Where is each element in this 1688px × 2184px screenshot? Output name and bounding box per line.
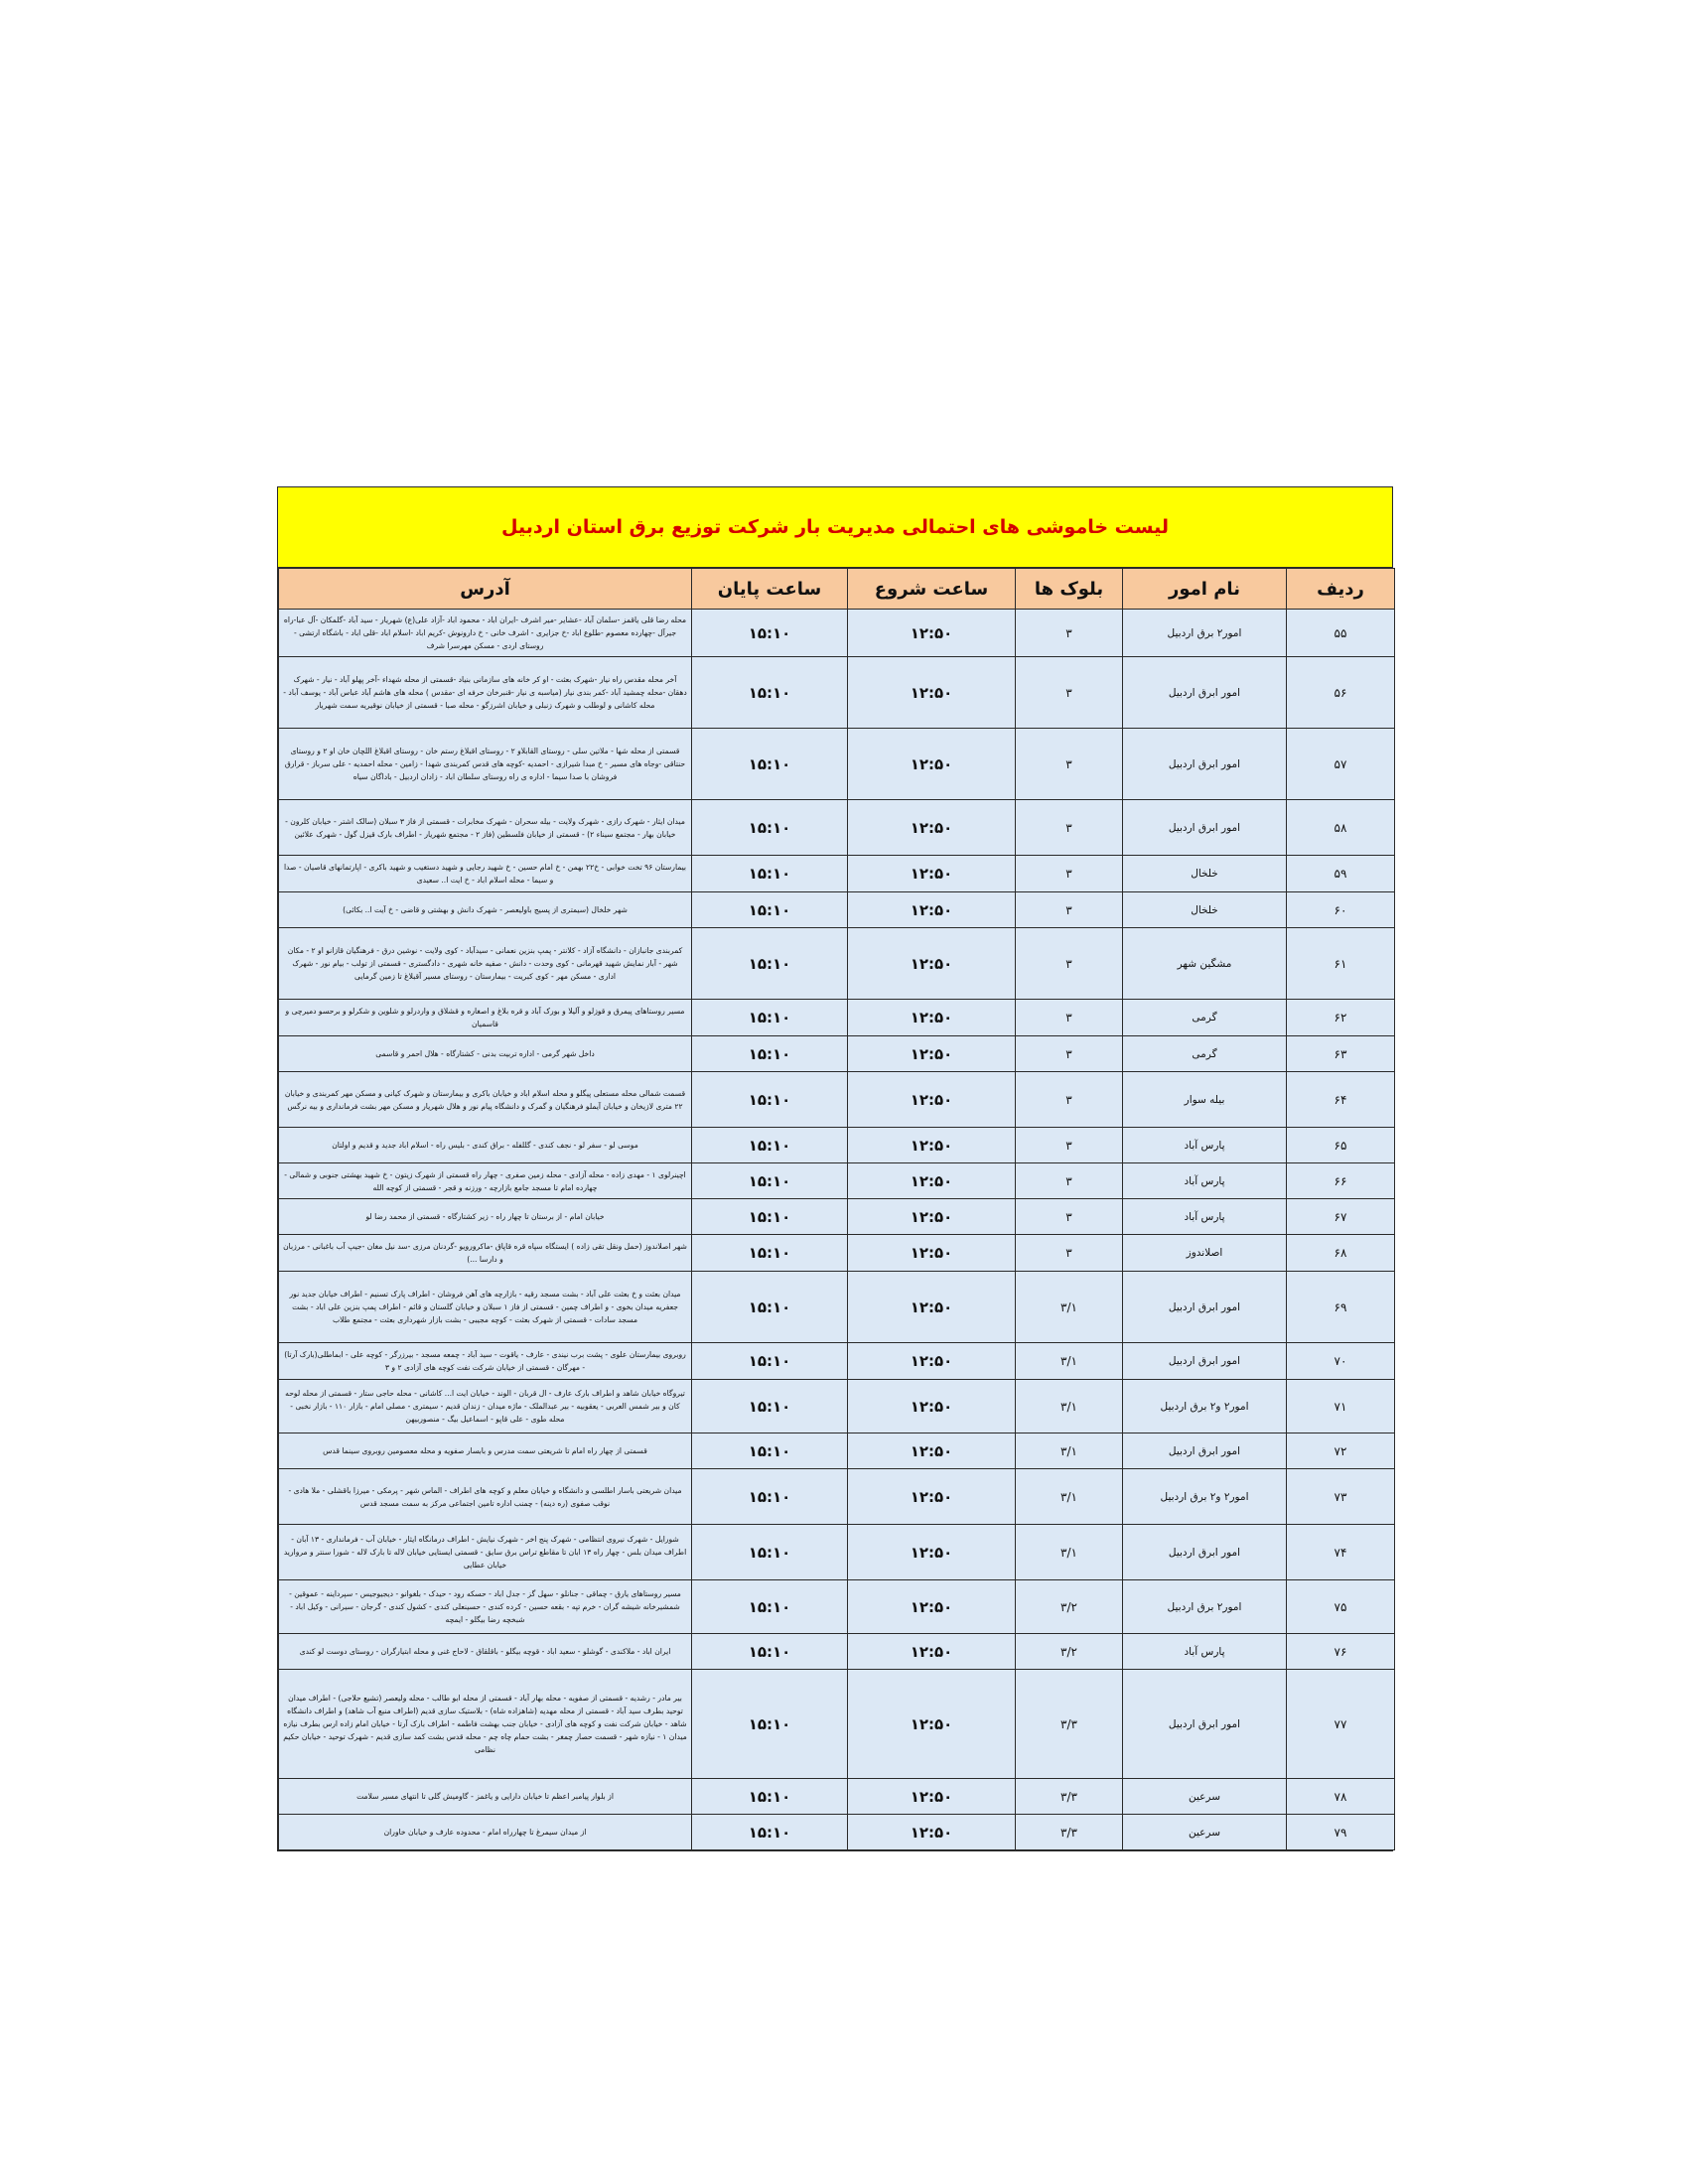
block-cell: ۳ [1016,800,1123,856]
table-row [279,1235,1395,1272]
table-row [279,1380,1395,1433]
row-number-cell: ۷۱ [1287,1380,1395,1433]
address-cell: شهر خلخال (سیمتری از پسیج باولیعصر - شهرک دانش و بهشتی و قاضی - خ آیت ا.. بکائی) [279,892,692,928]
table-row [279,1525,1395,1580]
row-number-cell: ۷۷ [1287,1670,1395,1779]
block-cell: ۳ [1016,1163,1123,1199]
end-time-cell: ۱۵:۱۰ [692,1525,848,1580]
table-row [279,657,1395,729]
start-time-cell: ۱۲:۵۰ [848,610,1016,657]
address-cell: شهر اصلاندوز (حمل ونقل تقی زاده ) ایستگاه سپاه قره قاپاق -ماکرورویو -گردنان مرزی -سد نیل مغان -جیپ آب باغبانی - مرزبان و دارسا ...) [279,1235,692,1272]
address-cell: ایران اباد - ملاکندی - گوشلو - سعید اباد - قوچه بیگلو - باقلقاق - لاحاج غنی و محله ابتیارگران - روستای دوست لو کندی [279,1634,692,1670]
row-number-cell: ۷۹ [1287,1815,1395,1850]
end-time-cell: ۱۵:۱۰ [692,1343,848,1380]
block-cell: ۳/۳ [1016,1815,1123,1850]
start-time-cell: ۱۲:۵۰ [848,1580,1016,1634]
end-time-cell: ۱۵:۱۰ [692,1199,848,1235]
address-cell: داخل شهر گرمی - اداره تربیت بدنی - کشتارگاه - هلال احمر و قاسمی [279,1036,692,1072]
block-cell: ۳/۱ [1016,1469,1123,1525]
area-name-cell: امور ابرق اردبیل [1123,1670,1287,1779]
area-name-cell: پارس آباد [1123,1634,1287,1670]
area-name-cell: سرعین [1123,1815,1287,1850]
table-row [279,1634,1395,1670]
block-cell: ۳ [1016,610,1123,657]
start-time-cell: ۱۲:۵۰ [848,1128,1016,1163]
end-time-cell: ۱۵:۱۰ [692,1128,848,1163]
start-time-cell: ۱۲:۵۰ [848,1235,1016,1272]
start-time-cell: ۱۲:۵۰ [848,1469,1016,1525]
row-number-cell: ۶۰ [1287,892,1395,928]
address-cell: آخر محله مقدس راه نیار -شهرک بعثت - او کر خانه های سازمانی بنیاد -قسمتی از محله شهداء -آخر پهلو آباد - نیار - شهرک دهقان -محله چمشید آباد -کمر بندی نیار (میاسبه ی نیار -قنبرخان حرفه ای -مقدس ) محله های هاشم آباد عباس آباد - یوسف آباد - محله کاشانی و لوطلب و شهرک زنبلی و خیابان اشرزگو - محله صبا - قسمتی از خیابان نوقیریه سمت شهریار [279,657,692,729]
end-time-cell: ۱۵:۱۰ [692,1235,848,1272]
address-cell: قسمت شمالی محله مستعلی پیگلو و محله اسلام اباد و خیابان باکری و بیمارستان و شهرک کیانی و مسکن مهر کمربندی و خیابان ۲۲ متری لازیخان و خیابان آیملو فرهنگیان و گمرک و دانشگاه پیام نور و هلال شهریار و مسکن مهر بشت فرمانداری و بیه نرگس [279,1072,692,1128]
area-name-cell: پارس آباد [1123,1128,1287,1163]
start-time-cell: ۱۲:۵۰ [848,1433,1016,1469]
header-row-number: ردیف [1287,569,1395,610]
start-time-cell: ۱۲:۵۰ [848,1036,1016,1072]
table-row [279,892,1395,928]
end-time-cell: ۱۵:۱۰ [692,729,848,800]
address-cell: تیروگاه خیابان شاهد و اطراف بارک عارف - ال قربان - الوند - خیابان ایت ا... کاشانی - محله حاجی ستار - قسمتی از محله لوحه کان و بیر شمس العربی - یعقوبیه - بیر عبدالملک - ماژه میدان - زندان قدیم - سیمتری - مصلی امام - بازار ۱۱۰ - بازار نخبی - محله طوی - علی قاپو - اسماعیل بیگ - منصوربیهن [279,1380,692,1433]
header-address: آدرس [279,569,692,610]
start-time-cell: ۱۲:۵۰ [848,856,1016,892]
address-cell: شورایل - شهرک نیروی انتظامی - شهرک پنج اخر - شهرک نیایش - اطراف درمانگاه ایثار - خیابان آب - فرمانداری - ۱۳ آبان - اطراف میدان بلس - چهار راه ۱۳ ابان تا مقاطع تراس برق سایق - قسمتی ایستایی خیابان لاله تا بارک لاله - شورا سنتر و مروارید خیابان عطایی [279,1525,692,1580]
area-name-cell: امور۲ و۲ برق اردبیل [1123,1469,1287,1525]
end-time-cell: ۱۵:۱۰ [692,1779,848,1815]
end-time-cell: ۱۵:۱۰ [692,1072,848,1128]
start-time-cell: ۱۲:۵۰ [848,1670,1016,1779]
area-name-cell: امور۲ برق اردبیل [1123,610,1287,657]
start-time-cell: ۱۲:۵۰ [848,800,1016,856]
block-cell: ۳/۱ [1016,1525,1123,1580]
end-time-cell: ۱۵:۱۰ [692,1163,848,1199]
area-name-cell: سرعین [1123,1779,1287,1815]
table-row [279,928,1395,1000]
area-name-cell: گرمی [1123,1036,1287,1072]
table-row [279,1815,1395,1850]
address-cell: خیابان امام - از برستان تا چهار راه - زیر کشتارگاه - قسمتی از محمد رضا لو [279,1199,692,1235]
area-name-cell: پارس آباد [1123,1199,1287,1235]
header-row [279,569,1395,610]
row-number-cell: ۶۴ [1287,1072,1395,1128]
area-name-cell: گرمی [1123,1000,1287,1036]
end-time-cell: ۱۵:۱۰ [692,1000,848,1036]
area-name-cell: امور ابرق اردبیل [1123,800,1287,856]
end-time-cell: ۱۵:۱۰ [692,1815,848,1850]
start-time-cell: ۱۲:۵۰ [848,729,1016,800]
end-time-cell: ۱۵:۱۰ [692,892,848,928]
address-cell: اچینرلوی ۱ - مهدی زاده - محله آزادی - محله زمین صفری - چهار راه قسمتی از شهرک زیتون - خ شهید بهشتی جنوبی و شمالی - چهارده امام تا مسجد جامع بازارچه - ورزنه و قجر - قسمتی از کوچه الله [279,1163,692,1199]
start-time-cell: ۱۲:۵۰ [848,1163,1016,1199]
row-number-cell: ۵۷ [1287,729,1395,800]
area-name-cell: پارس آباد [1123,1163,1287,1199]
row-number-cell: ۷۲ [1287,1433,1395,1469]
header-area-name: نام امور [1123,569,1287,610]
table-row [279,1343,1395,1380]
area-name-cell: امور ابرق اردبیل [1123,1343,1287,1380]
row-number-cell: ۶۶ [1287,1163,1395,1199]
area-name-cell: امور۲ و۲ برق اردبیل [1123,1380,1287,1433]
end-time-cell: ۱۵:۱۰ [692,610,848,657]
table-row [279,1036,1395,1072]
start-time-cell: ۱۲:۵۰ [848,1199,1016,1235]
block-cell: ۳/۱ [1016,1343,1123,1380]
block-cell: ۳/۱ [1016,1272,1123,1343]
start-time-cell: ۱۲:۵۰ [848,657,1016,729]
table-row [279,1128,1395,1163]
row-number-cell: ۷۶ [1287,1634,1395,1670]
end-time-cell: ۱۵:۱۰ [692,1670,848,1779]
area-name-cell: مشگین شهر [1123,928,1287,1000]
address-cell: میدان بعثت و خ بعثت علی آباد - بشت مسجد رقیه - بازارچه های آهن فروشان - اطراف پارک تسنیم - اطراف خیابان جدید نور جعفریه میدان بخوی - و اطراف چمین - قسمتی از فاز ۱ سبلان و خیابان گلستان و قائم - اطراف پمپ بنزین علی اباد - بشت مسجد سادات - قسمتی از شهرک بعثت - کوچه مجیبی - بشت بازار شهرداری بعثت - مجتمع طلاب [279,1272,692,1343]
start-time-cell: ۱۲:۵۰ [848,1272,1016,1343]
area-name-cell: امور ابرق اردبیل [1123,729,1287,800]
address-cell: موسی لو - سفر لو - نجف کندی - گللفله - براق کندی - بلیس راه - اسلام اباد جدید و قدیم و اولتان [279,1128,692,1163]
area-name-cell: امور ابرق اردبیل [1123,1525,1287,1580]
block-cell: ۳ [1016,1199,1123,1235]
start-time-cell: ۱۲:۵۰ [848,1343,1016,1380]
start-time-cell: ۱۲:۵۰ [848,1779,1016,1815]
start-time-cell: ۱۲:۵۰ [848,892,1016,928]
block-cell: ۳ [1016,1036,1123,1072]
outage-schedule-sheet [277,486,1393,1851]
table-row [279,800,1395,856]
address-cell: قسمتی از محله شها - ملاتین سلی - روستای القابلاو ۲ - روستای اقبلاغ رستم خان - روستای اقبلاغ اللچان خان او ۲ و روستای حنتاقی -وجاه های مسیر - خ مبدا شیرازی - احمدیه -کوچه های قدس کمربندی شهدا - زامین - محله احمدیه - علی سرباز - قرارق فروشان با صدا سیما - اداره ی راه روستای سلطان اباد - زادان اردبیل - باداگان سیاه [279,729,692,800]
address-cell: بیر مادر - رشدیه - قسمتی از صفویه - محله بهار آباد - قسمتی از محله ابو طالب - محله ولیعصر (تشیع حلاجی) - اطراف میدان توحید بطرف سید آباد - قسمتی از محله مهدیه (شاهزاده شاه) - بلاستیک سازی قدیم (اطراف منبع آب شاهد) و اطراف دانشگاه شاهد - خیابان شرکت نفت و کوچه های آزادی - خیابان جنب بهشت فاطمه - اطراف بارک آرتا - خیابان امام زاده ارس بطرف نیازه میدان ۱ - نیازه شهر - قسمت حصار چمغر - بشت حمام چاه چم - محله قدس بشت کمد سازی قدیم - شهرک توحید - خیابان حکیم نظامی [279,1670,692,1779]
end-time-cell: ۱۵:۱۰ [692,1634,848,1670]
address-cell: بیمارستان ۹۶ تخت خوابی - خ۲۲ بهمن - خ امام حسین - خ شهید رجایی و شهید دستغیب و شهید باکری - اپارتمانهای قاصیان - صدا و سیما - محله اسلام اباد - خ ایت ا.. سعیدی [279,856,692,892]
row-number-cell: ۷۸ [1287,1779,1395,1815]
address-cell: میدان ایثار - شهرک رازی - شهرک ولایت - بیله سحران - شهرک مخابرات - قسمتی از فاز ۳ سبلان (سالک اشتر - خیابان کلرون - خیابان بهار - مجتمع سیناء ۲) - قسمتی از خیابان فلسطین (فاز ۲ - مجتمع شهریار - اطراف بارک قیزل گول - شهرک علائین [279,800,692,856]
start-time-cell: ۱۲:۵۰ [848,1072,1016,1128]
block-cell: ۳ [1016,856,1123,892]
block-cell: ۳ [1016,928,1123,1000]
row-number-cell: ۷۰ [1287,1343,1395,1380]
table-row [279,1272,1395,1343]
area-name-cell: بیله سوار [1123,1072,1287,1128]
address-cell: قسمتی از چهار راه امام تا شریعتی سمت مدرس و بابسار صفویه و محله معصومین روبروی سینما قدس [279,1433,692,1469]
table-row [279,856,1395,892]
block-cell: ۳ [1016,892,1123,928]
end-time-cell: ۱۵:۱۰ [692,928,848,1000]
row-number-cell: ۷۵ [1287,1580,1395,1634]
table-row [279,1670,1395,1779]
address-cell: از میدان سیمرغ تا چهارراه امام - محدوده عارف و خیابان خاوران [279,1815,692,1850]
address-cell: مسیر روستاهای یارق - چماقی - جنانلو - سهل گز - جدل اباد - حسکه رود - حیدک - بلغوانو - دیجیوجیس - سپرداینه - عموقین - شمشیرخانه شیشه گران - خرم تپه - بقعه حسین - کرده کندی - حسینعلی کندی - کشول کندی - گرجان - سیرانی - وکیل اباد - شبخچه رضا بیگلو - ایمچه [279,1580,692,1634]
start-time-cell: ۱۲:۵۰ [848,1634,1016,1670]
table-row [279,1072,1395,1128]
table-row [279,1433,1395,1469]
end-time-cell: ۱۵:۱۰ [692,1433,848,1469]
start-time-cell: ۱۲:۵۰ [848,928,1016,1000]
table-row [279,1199,1395,1235]
block-cell: ۳ [1016,729,1123,800]
table-row [279,729,1395,800]
start-time-cell: ۱۲:۵۰ [848,1000,1016,1036]
address-cell: میدان شریعتی باسار اطلسی و دانشگاه و خیابان معلم و کوچه های اطراف - الماس شهر - پرمکی - میرزا باقشلی - ملا هادی - نوقب صفوی (ره دینه) - چمنب اداره تامین اجتماعی مرکز به سمت مسجد قدس [279,1469,692,1525]
table-row [279,1163,1395,1199]
table-row [279,1469,1395,1525]
area-name-cell: امور ابرق اردبیل [1123,657,1287,729]
end-time-cell: ۱۵:۱۰ [692,856,848,892]
row-number-cell: ۵۵ [1287,610,1395,657]
end-time-cell: ۱۵:۱۰ [692,1469,848,1525]
start-time-cell: ۱۲:۵۰ [848,1525,1016,1580]
end-time-cell: ۱۵:۱۰ [692,1380,848,1433]
block-cell: ۳/۳ [1016,1670,1123,1779]
table-row [279,1779,1395,1815]
area-name-cell: امور ابرق اردبیل [1123,1433,1287,1469]
title-bar [278,487,1392,568]
row-number-cell: ۷۴ [1287,1525,1395,1580]
row-number-cell: ۶۲ [1287,1000,1395,1036]
block-cell: ۳ [1016,1000,1123,1036]
row-number-cell: ۶۹ [1287,1272,1395,1343]
address-cell: کمربندی جانبازان - دانشگاه آزاد - کلانتر - پمپ بنزین نعمانی - سیدآباد - کوی ولایت - نوشین درق - فرهنگیان قازانو او ۲ - مکان شهر - آبار نمایش شهید قهرمانی - کوی وحدت - دانش - صفیه خانه شهری - دادگستری - قسمتی از تولب - بیام نور - شهرک اداری - مسکن مهر - کوی کبریت - بیمارستان - روستای مسیر آقبلاغ تا زمین گرمایی [279,928,692,1000]
header-end-time: ساعت پایان [692,569,848,610]
block-cell: ۳ [1016,1235,1123,1272]
end-time-cell: ۱۵:۱۰ [692,1036,848,1072]
row-number-cell: ۶۱ [1287,928,1395,1000]
address-cell: از بلوار پیامبر اعظم تا خیابان دارایی و یاغمز - گاومیش گلی تا انتهای مسیر سلامت [279,1779,692,1815]
end-time-cell: ۱۵:۱۰ [692,1580,848,1634]
block-cell: ۳/۲ [1016,1634,1123,1670]
block-cell: ۳ [1016,1072,1123,1128]
row-number-cell: ۵۹ [1287,856,1395,892]
start-time-cell: ۱۲:۵۰ [848,1815,1016,1850]
address-cell: روبروی بیمارستان علوی - پشت برب نیندی - عارف - یاقوت - سید آباد - چمعه مسجد - بیرزرگر - کوچه علی - ابماطلی(بارک آرتا) - مهرگان - قسمتی از خیابان شرکت نفت کوچه های آزادی ۲ و ۳ [279,1343,692,1380]
block-cell: ۳ [1016,657,1123,729]
area-name-cell: اصلاندوز [1123,1235,1287,1272]
address-cell: مسیر روستاهای پیمرق و قوزلو و آلیلا و بورک آباد و قره بلاغ و اصغاره و قشلاق و واردرلو و شلوین و شکرلو و برحسو دمیرچی و قاسمیان [279,1000,692,1036]
block-cell: ۳/۳ [1016,1779,1123,1815]
header-blocks: بلوک ها [1016,569,1123,610]
table-row [279,610,1395,657]
row-number-cell: ۶۷ [1287,1199,1395,1235]
area-name-cell: خلخال [1123,856,1287,892]
block-cell: ۳/۱ [1016,1380,1123,1433]
block-cell: ۳/۲ [1016,1580,1123,1634]
table-row [279,1000,1395,1036]
block-cell: ۳/۱ [1016,1433,1123,1469]
end-time-cell: ۱۵:۱۰ [692,1272,848,1343]
header-start-time: ساعت شروع [848,569,1016,610]
row-number-cell: ۵۸ [1287,800,1395,856]
start-time-cell: ۱۲:۵۰ [848,1380,1016,1433]
block-cell: ۳ [1016,1128,1123,1163]
end-time-cell: ۱۵:۱۰ [692,800,848,856]
row-number-cell: ۶۸ [1287,1235,1395,1272]
row-number-cell: ۷۳ [1287,1469,1395,1525]
table-body [279,610,1395,1850]
area-name-cell: امور۲ برق اردبیل [1123,1580,1287,1634]
page-title: لیست خاموشی های احتمالی مدیریت بار شرکت توزیع برق استان اردبیل [500,516,1169,538]
table-row [279,1580,1395,1634]
outage-table [278,568,1395,1850]
row-number-cell: ۶۵ [1287,1128,1395,1163]
end-time-cell: ۱۵:۱۰ [692,657,848,729]
row-number-cell: ۶۳ [1287,1036,1395,1072]
area-name-cell: خلخال [1123,892,1287,928]
address-cell: محله رضا قلی یاقمز -سلمان آباد -عشایر -میر اشرف -ایران اباد - محمود اباد -آزاد علی(ع) شهریار - سید آباد -گلمکان -آل عبا-راه جیرآل -چهارده معصوم -طلوع اباد -خ جزایری - اشرف خانی - خ دارونوش -کریم اباد -اسلام اباد -قلی اباد - باشگاه ارتشی - روستای اردی - مسکن مهرسرا شرف [279,610,692,657]
area-name-cell: امور ابرق اردبیل [1123,1272,1287,1343]
row-number-cell: ۵۶ [1287,657,1395,729]
